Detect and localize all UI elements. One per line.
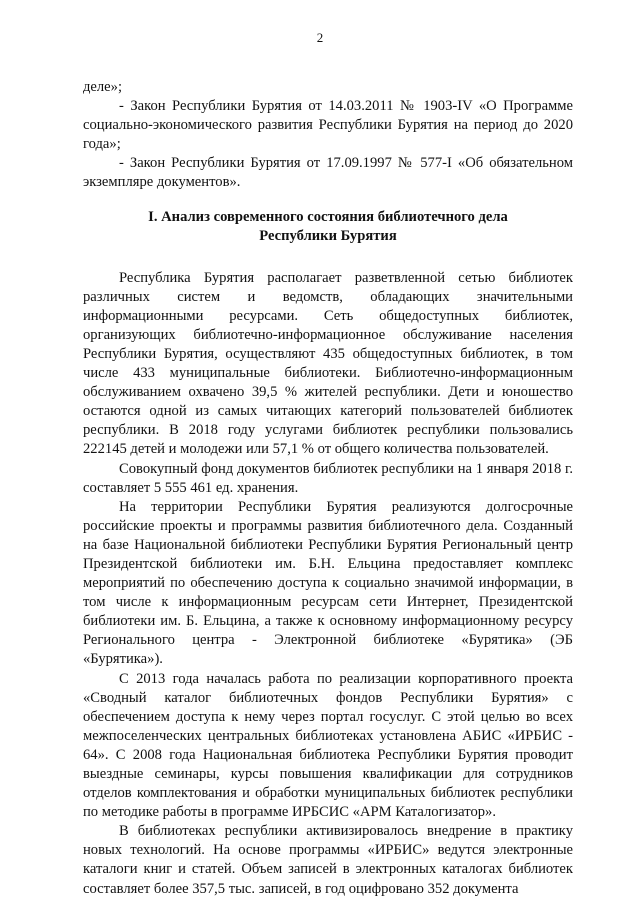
document-body: [83, 78, 573, 899]
body-paragraph: Совокупный фонд документов библиотек республики на 1 января 2018 г. составляет 5 555 461 ед. хранения.: [83, 460, 573, 496]
continued-fragment: деле»;: [83, 79, 123, 95]
section-heading: [83, 208, 573, 246]
page-number: 2: [316, 30, 324, 45]
section-heading-line: I. Анализ современного состояния библиотечного дела: [148, 208, 508, 225]
section-heading-line: Республики Бурятия: [259, 227, 397, 244]
body-paragraph: На территории Республики Бурятия реализуются долгосрочные российские проекты и программы развития библиотечного дела. Созданный на базе Национальной библиотеки Республики Бурятия Региональный центр Президентской библиотеки им. Б.Н. Ельцина предоставляет комплекс мероприятий по обеспечению доступа к социально значимой информации, в том числе к информационным ресурсам сети Интернет, Президентской библиотеки им. Б. Ельцина, а также к основному информационному ресурсу Регионального центра - Электронной библиотеке «Бурятика» (ЭБ «Бурятика»).: [83, 498, 573, 668]
body-paragraph: С 2013 года началась работа по реализации корпоративного проекта «Сводный каталог библиотечных фондов Республики Бурятия» с обеспечением доступа к нему через портал госуслуг. С этой целью во всех межпоселенческих центральных библиотеках установлена АБИС «ИРБИС - 64». С 2008 года Национальная библиотека Республики Бурятия проводит выездные семинары, курсы повышения квалификации для сотрудников отделов комплектования и обработки муниципальных библиотек республики по методике работы в программе ИРБСИС «АРМ Каталогизатор».: [83, 670, 573, 821]
law-list-item: - Закон Республики Бурятия от 17.09.1997 № 577-I «Об обязательном экземпляре документов».: [83, 155, 573, 191]
body-paragraph: В библиотеках республики активизировалось внедрение в практику новых технологий. На основе программы «ИРБИС» ведутся электронные каталоги книг и статей. Объем записей в электронных каталогах библиотек составляет более 357,5 тыс. записей, в год оцифровано 352 документа: [83, 823, 573, 897]
body-paragraph: Республика Бурятия располагает разветвленной сетью библиотек различных систем и ведомств, обладающих значительными информационными ресурсами. Сеть общедоступных библиотек, организующих библиотечно-информационное обслуживание населения Республики Бурятия, осуществляют 435 общедоступных библиотек, в том числе 433 муниципальные библиотеки. Библиотечно-информационным обслуживанием охвачено 39,5 % жителей республики. Дети и юношество остаются одной из самых читающих категорий пользователей библиотек республики. В 2018 году услугами библиотек республики пользовались 222145 детей и молодежи или 57,1 % от общего количества пользователей.: [83, 269, 573, 458]
law-list-item: - Закон Республики Бурятия от 14.03.2011 № 1903-IV «О Программе социально-экономического развития Республики Бурятия на период до 2020 года»;: [83, 98, 573, 153]
